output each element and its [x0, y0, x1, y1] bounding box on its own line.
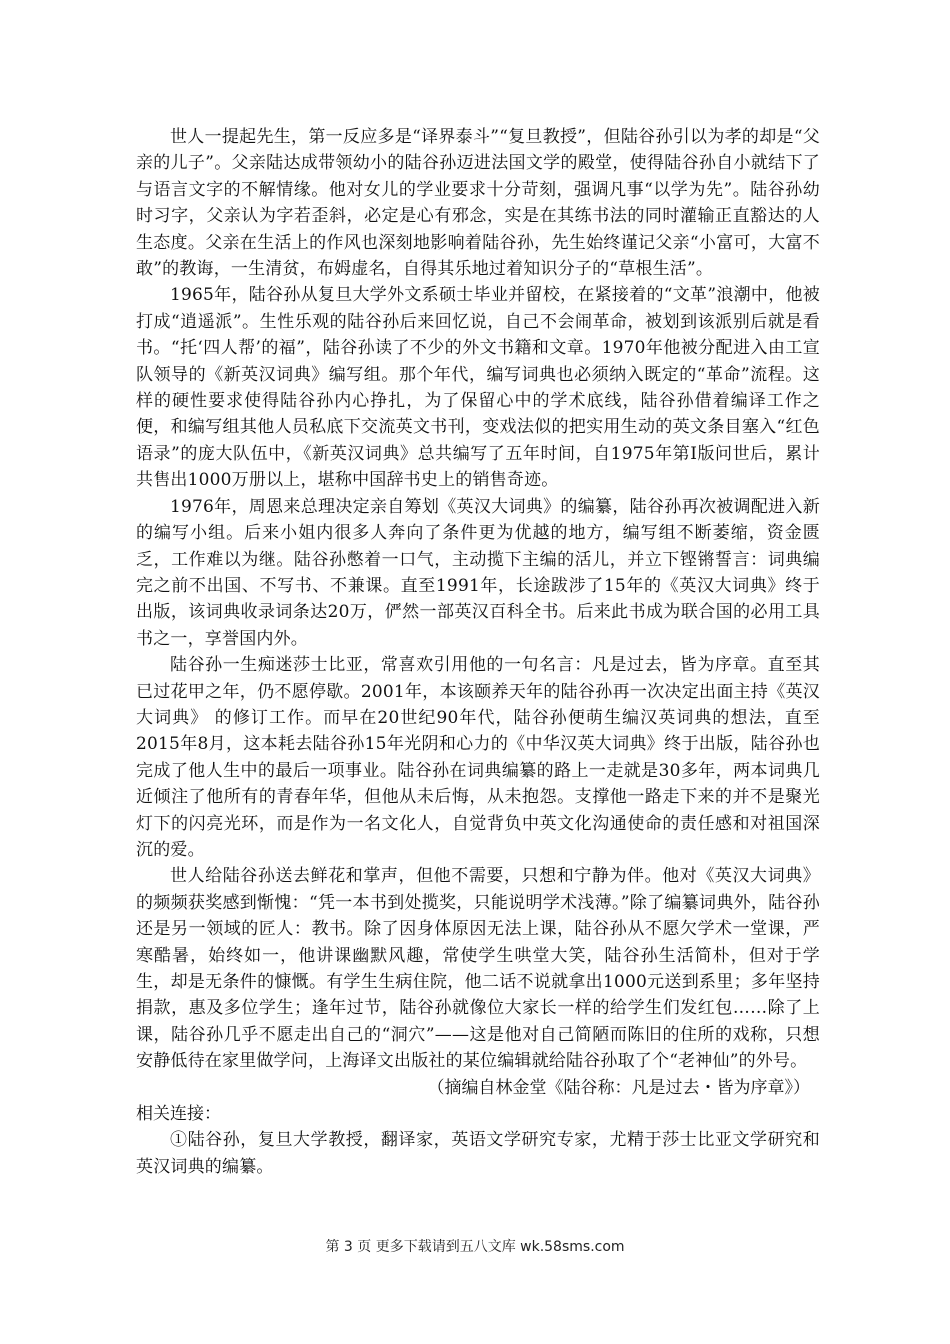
paragraph-2: 1965年，陆谷孙从复旦大学外文系硕士毕业并留校，在紧接着的“文革”浪潮中，他被打成“逍遥派”。生性乐观的陆谷孙后来回忆说，自己不会闹革命，被划到该派别后就是看书。“托‘四人帮’的福”，陆谷孙读了不少的外文书籍和文章。1970年他被分配进入由工宣队领导的《新英汉词典》编写组。那个年代，编写词典也必须纳入既定的“革命”流程。这样的硬性要求使得陆谷孙内心挣扎，为了保留心中的学术底线，陆谷孙借着编译工作之便，和编写组其他人员私底下交流英文书刊，变戏法似的把实用生动的英文条目塞入“红色语录”的庞大队伍中，《新英汉词典》总共编写了五年时间，自1975年第Ⅰ版问世后，累计共售出1000万册以上，堪称中国辞书史上的销售奇迹。 [136, 285, 820, 491]
paragraph-5: 世人给陆谷孙送去鲜花和掌声，但他不需要，只想和宁静为伴。他对《英汉大词典》的频频获奖感到惭愧：“凭一本书到处揽奖，只能说明学术浅薄。”除了编纂词典外，陆谷孙还是另一领域的匠人：教书。除了因身体原因无法上课，陆谷孙从不愿欠学术一堂课，严寒酷暑，始终如一，他讲课幽默风趣，常使学生哄堂大笑，陆谷孙生活简朴，但对于学生，却是无条件的慷慨。有学生生病住院，他二话不说就拿出1000元送到系里；多年坚持捐款，惠及多位学生；逢年过节，陆谷孙就像位大家长一样的给学生们发红包……除了上课，陆谷孙几乎不愿走出自己的“洞穴”——这是他对自己简陋而陈旧的住所的戏称，只想安静低待在家里做学问，上海译文出版社的某位编辑就给陆谷孙取了个“老神仙”的外号。 [136, 866, 820, 1072]
page-footer: 第 3 页 更多下载请到五八文库 wk.58sms.com [325, 1239, 625, 1255]
paragraph-4: 陆谷孙一生痴迷莎士比亚，常喜欢引用他的一句名言：凡是过去，皆为序章。直至其已过花甲之年，仍不愿停歇。2001年，本该颐养天年的陆谷孙再一次决定出面主持《英汉大词典》 的修订工作。而早在20世纪90年代，陆谷孙便萌生编汉英词典的想法，直至2015年8月，这本耗去陆谷孙15年光阴和心力的《中华汉英大词典》终于出版，陆谷孙也完成了他人生中的最后一项事业。陆谷孙在词典编纂的路上一走就是30多年，两本词典几近倾注了他所有的青春年华，但他从未后悔，从未抱怨。支撑他一路走下来的并不是聚光灯下的闪亮光环，而是作为一名文化人，自觉背负中英文化沟通使命的责任感和对祖国深沉的爱。 [136, 655, 820, 860]
article-body [136, 124, 820, 1180]
related-item-1: ①陆谷孙，复旦大学教授，翻译家，英语文学研究专家，尤精于莎士比亚文学研究和英汉词典的编纂。 [136, 1130, 820, 1177]
paragraph-3: 1976年，周恩来总理决定亲自筹划《英汉大词典》的编纂，陆谷孙再次被调配进入新的编写小组。后来小姐内很多人奔向了条件更为优越的地方，编写组不断萎缩，资金匮乏，工作难以为继。陆谷孙憋着一口气，主动揽下主编的活儿，并立下铿锵誓言：词典编完之前不出国、不写书、不兼课。直至1991年，长途跋涉了15年的《英汉大词典》终于出版，该词典收录词条达20万，俨然一部英汉百科全书。后来此书成为联合国的必用工具书之一，享誉国内外。 [136, 496, 820, 649]
source-citation: （摘编自林金堂《陆谷称：凡是过去・皆为序章》） [427, 1077, 810, 1098]
paragraph-1: 世人一提起先生，第一反应多是“译界泰斗”“复旦教授”，但陆谷孙引以为孝的却是“父亲的儿子”。父亲陆达成带领幼小的陆谷孙迈进法国文学的殿堂，使得陆谷孙自小就结下了与语言文字的不解情缘。他对女儿的学业要求十分苛刻，强调凡事“以学为先”。陆谷孙幼时习字，父亲认为字若歪斜，必定是心有邪念，实是在其练书法的同时灌输正直豁达的人生态度。父亲在生活上的作风也深刻地影响着陆谷孙，先生始终谨记父亲“小富可，大富不敢”的教诲，一生清贫，布姆虚名，自得其乐地过着知识分子的“草根生活”。 [136, 127, 820, 280]
related-links-label: 相关连接： [136, 1104, 221, 1125]
